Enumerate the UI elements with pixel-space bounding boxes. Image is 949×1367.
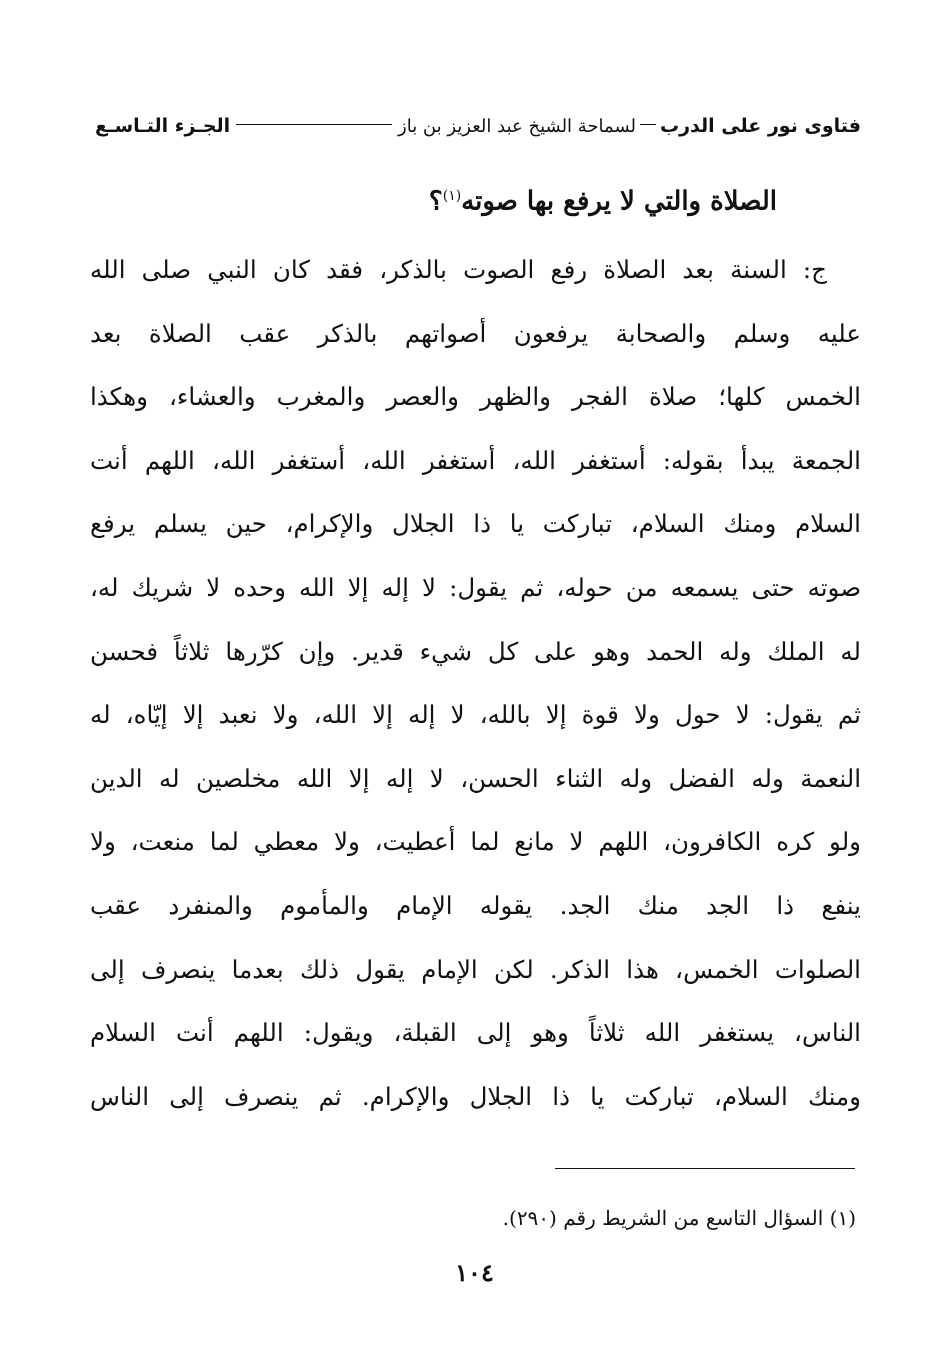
answer-line: ومنك السلام، تباركت يا ذا الجلال والإكرام. ثم ينصرف إلى الناس [90,1081,861,1111]
footnote: (١) السؤال التاسع من الشريط رقم (٢٩٠). [502,1206,856,1230]
volume-label: الجـزء التـاسـع [95,115,231,137]
question-mark: ؟ [428,186,443,217]
answer-line: الصلوات الخمس، هذا الذكر. لكن الإمام يقول ذلك بعدما ينصرف إلى [90,954,861,984]
series-title: فتاوى نور على الدرب [660,115,861,137]
question-heading [429,168,777,230]
answer-line: له الملك وله الحمد وهو على كل شيء قدير. وإن كرّرها ثلاثاً فحسن [90,636,861,666]
footnote-reference: (١) [442,188,462,204]
question-text: الصلاة والتي لا يرفع بها صوته [461,186,777,217]
answer-body [90,238,861,1128]
answer-line: ثم يقول: لا حول ولا قوة إلا بالله، لا إله إلا الله، ولا نعبد إلا إيّاه، له [90,700,861,730]
answer-line: السلام ومنك السلام، تباركت يا ذا الجلال والإكرام، حين يسلم يرفع [90,509,861,539]
author-credit: لسماحة الشيخ عبد العزيز بن باز [398,115,636,137]
header-rule [236,124,392,125]
running-header [95,108,861,144]
answer-line: ينفع ذا الجد منك الجد. يقوله الإمام والمأموم والمنفرد عقب [90,890,861,920]
answer-line: الناس، يستغفر الله ثلاثاً وهو إلى القبلة، ويقول: اللهم أنت السلام [90,1018,861,1048]
answer-line: الخمس كلها؛ صلاة الفجر والظهر والعصر والمغرب والعشاء، وهكذا [90,382,861,412]
page-number: ١٠٤ [455,1258,494,1287]
answer-line: صوته حتى يسمعه من حوله، ثم يقول: لا إله إلا الله وحده لا شريك له، [90,572,861,602]
answer-line: ولو كره الكافرون، اللهم لا مانع لما أعطيت، ولا معطي لما منعت، ولا [90,827,861,857]
answer-line: عليه وسلم والصحابة يرفعون أصواتهم بالذكر عقب الصلاة بعد [90,318,861,348]
header-dash [640,124,656,125]
answer-line: الجمعة يبدأ بقوله: أستغفر الله، أستغفر الله، أستغفر الله، اللهم أنت [90,445,861,475]
footnote-separator [555,1168,855,1169]
answer-line: النعمة وله الفضل وله الثناء الحسن، لا إله إلا الله مخلصين له الدين [90,763,861,793]
answer-line: ج: السنة بعد الصلاة رفع الصوت بالذكر، فقد كان النبي صلى الله [90,255,827,284]
